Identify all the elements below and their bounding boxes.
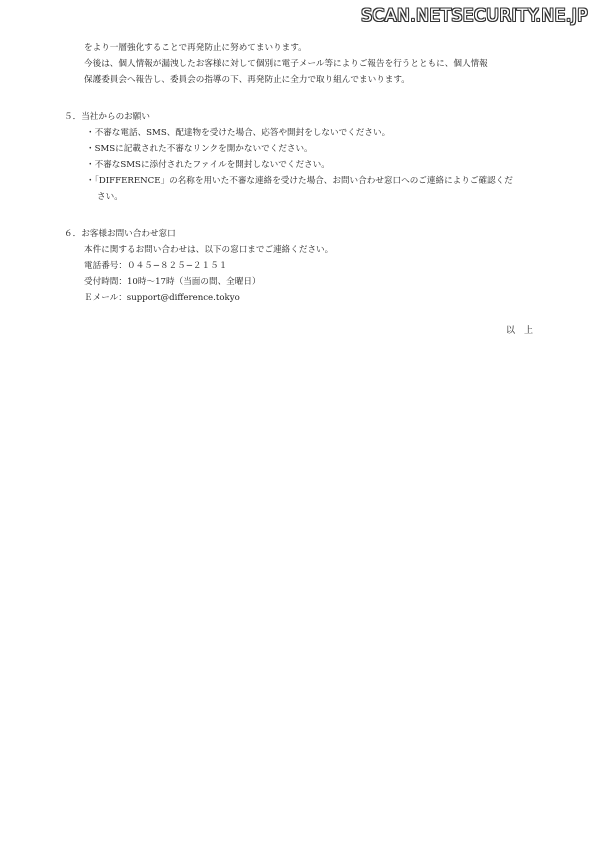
watermark: SCAN.NETSECURITY.NE.JP [361, 6, 588, 26]
intro-line-3: 保護委員会へ報告し、委員会の指導の下、再発防止に全力で取り組んでまいります。 [84, 75, 410, 85]
contact-hours: 受付時間：10時〜17時（当面の間、全曜日） [84, 277, 261, 287]
section-5-item-continuation: さい。 [97, 192, 123, 202]
section-5-item: ・「DIFFERENCE」の名称を用いた不審な連絡を受けた場合、お問い合わせ窓口へのご連絡によりご確認くだ [86, 176, 513, 186]
contact-intro: 本件に関するお問い合わせは、以下の窓口までご連絡ください。 [84, 245, 334, 255]
document-page [64, 40, 544, 306]
section-5-item: ・不審なSMSに添付されたファイルを開封しないでください。 [86, 160, 330, 170]
intro-line-2: 今後は、個人情報が漏洩したお客様に対して個別に電子メール等によりご報告を行うとともに、個人情報 [84, 59, 488, 69]
intro-line-1: をより一層強化することで再発防止に努めてまいります。 [84, 43, 307, 53]
section-5-item: ・SMSに記載された不審なリンクを開かないでください。 [86, 144, 313, 154]
closing-mark: 以 上 [505, 326, 533, 336]
section-5-item: ・不審な電話、SMS、配達物を受けた場合、応答や開封をしないでください。 [86, 128, 391, 138]
contact-email: Ｅメール：support@difference.tokyo [84, 293, 240, 303]
section-6-heading: ６．お客様お問い合わせ窓口 [64, 229, 176, 239]
section-5-heading: ５．当社からのお願い [64, 112, 150, 122]
contact-phone: 電話番号：０４５−８２５−２１５１ [84, 261, 228, 271]
